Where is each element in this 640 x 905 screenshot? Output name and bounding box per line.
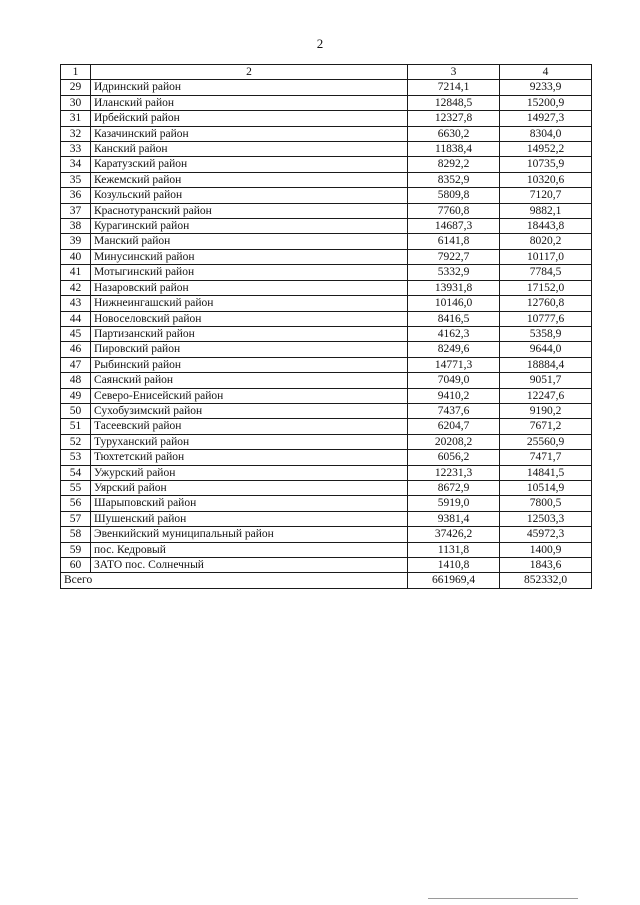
value-column-4: 8020,2 [500,234,592,249]
district-name: Северо-Енисейский район [91,388,408,403]
value-column-3: 6056,2 [408,450,500,465]
table-row [61,373,592,388]
value-column-3: 14687,3 [408,219,500,234]
table-row [61,80,592,95]
district-name: Партизанский район [91,326,408,341]
table-row [61,219,592,234]
row-number: 29 [61,80,91,95]
table-row [61,403,592,418]
row-number: 48 [61,373,91,388]
row-number: 36 [61,188,91,203]
value-column-3: 12231,3 [408,465,500,480]
district-name: Казачинский район [91,126,408,141]
value-column-4: 14841,5 [500,465,592,480]
row-number: 31 [61,111,91,126]
table-body [61,65,592,589]
row-number: 54 [61,465,91,480]
value-column-3: 5332,9 [408,265,500,280]
value-column-3: 7049,0 [408,373,500,388]
total-label: Всего [61,573,408,588]
row-number: 53 [61,450,91,465]
district-name: Назаровский район [91,280,408,295]
district-name: Шушенский район [91,511,408,526]
district-name: Сухобузимский район [91,403,408,418]
value-column-3: 8672,9 [408,480,500,495]
row-number: 57 [61,511,91,526]
value-column-4: 12760,8 [500,296,592,311]
table-row [61,311,592,326]
value-column-4: 9051,7 [500,373,592,388]
value-column-4: 25560,9 [500,434,592,449]
column-header-2: 2 [91,65,408,80]
table-row [61,296,592,311]
table-row [61,558,592,573]
row-number: 60 [61,558,91,573]
value-column-4: 9233,9 [500,80,592,95]
district-name: Нижнеингашский район [91,296,408,311]
value-column-3: 4162,3 [408,326,500,341]
value-column-3: 8352,9 [408,172,500,187]
table-row [61,95,592,110]
districts-table [60,64,592,589]
table-row [61,111,592,126]
district-name: Канский район [91,142,408,157]
value-column-4: 7784,5 [500,265,592,280]
row-number: 55 [61,480,91,495]
row-number: 59 [61,542,91,557]
value-column-4: 45972,3 [500,527,592,542]
value-column-3: 7922,7 [408,249,500,264]
value-column-3: 8249,6 [408,342,500,357]
table-row [61,326,592,341]
value-column-3: 14771,3 [408,357,500,372]
row-number: 45 [61,326,91,341]
table-row [61,172,592,187]
district-name: Козульский район [91,188,408,203]
row-number: 51 [61,419,91,434]
table-row [61,142,592,157]
table-row [61,203,592,218]
value-column-3: 12327,8 [408,111,500,126]
row-number: 49 [61,388,91,403]
table-header-row [61,65,592,80]
table-row [61,157,592,172]
district-name: Минусинский район [91,249,408,264]
value-column-4: 10320,6 [500,172,592,187]
value-column-4: 9190,2 [500,403,592,418]
value-column-4: 8304,0 [500,126,592,141]
table-row [61,249,592,264]
value-column-3: 37426,2 [408,527,500,542]
value-column-3: 7437,6 [408,403,500,418]
value-column-4: 10735,9 [500,157,592,172]
total-v4: 852332,0 [500,573,592,588]
value-column-4: 10117,0 [500,249,592,264]
value-column-3: 6630,2 [408,126,500,141]
row-number: 32 [61,126,91,141]
value-column-4: 1400,9 [500,542,592,557]
column-header-3: 3 [408,65,500,80]
value-column-3: 10146,0 [408,296,500,311]
value-column-3: 1410,8 [408,558,500,573]
row-number: 50 [61,403,91,418]
value-column-3: 9410,2 [408,388,500,403]
district-name: Рыбинский район [91,357,408,372]
district-name: Иланский район [91,95,408,110]
value-column-4: 14952,2 [500,142,592,157]
table-row [61,357,592,372]
row-number: 34 [61,157,91,172]
table-row [61,542,592,557]
value-column-3: 1131,8 [408,542,500,557]
row-number: 40 [61,249,91,264]
value-column-3: 5809,8 [408,188,500,203]
value-column-4: 9882,1 [500,203,592,218]
value-column-4: 15200,9 [500,95,592,110]
district-name: Кежемский район [91,172,408,187]
row-number: 37 [61,203,91,218]
district-name: Каратузский район [91,157,408,172]
value-column-3: 7214,1 [408,80,500,95]
value-column-3: 7760,8 [408,203,500,218]
row-number: 35 [61,172,91,187]
row-number: 33 [61,142,91,157]
total-v3: 661969,4 [408,573,500,588]
table-row [61,188,592,203]
row-number: 47 [61,357,91,372]
table-row [61,480,592,495]
value-column-4: 9644,0 [500,342,592,357]
scan-mark-bottom-right [428,898,578,899]
row-number: 52 [61,434,91,449]
district-name: Тюхтетский район [91,450,408,465]
column-header-4: 4 [500,65,592,80]
table-row [61,465,592,480]
row-number: 44 [61,311,91,326]
district-name: Манский район [91,234,408,249]
table-row [61,342,592,357]
district-name: ЗАТО пос. Солнечный [91,558,408,573]
district-name: Новоселовский район [91,311,408,326]
row-number: 46 [61,342,91,357]
row-number: 39 [61,234,91,249]
value-column-3: 11838,4 [408,142,500,157]
value-column-4: 10777,6 [500,311,592,326]
row-number: 30 [61,95,91,110]
page-number: 2 [316,36,324,51]
value-column-4: 18884,4 [500,357,592,372]
row-number: 42 [61,280,91,295]
district-name: Туруханский район [91,434,408,449]
table-row [61,511,592,526]
table-row [61,527,592,542]
district-name: Ужурский район [91,465,408,480]
district-name: Уярский район [91,480,408,495]
value-column-4: 12247,6 [500,388,592,403]
district-name: Идринский район [91,80,408,95]
value-column-3: 9381,4 [408,511,500,526]
district-name: Ирбейский район [91,111,408,126]
district-name: Саянский район [91,373,408,388]
total-row [61,573,592,588]
district-name: Краснотуранский район [91,203,408,218]
table-row [61,496,592,511]
table-row [61,280,592,295]
table-row [61,434,592,449]
value-column-3: 12848,5 [408,95,500,110]
district-name: Тасеевский район [91,419,408,434]
value-column-4: 7800,5 [500,496,592,511]
district-name: Курагинский район [91,219,408,234]
value-column-4: 12503,3 [500,511,592,526]
value-column-4: 1843,6 [500,558,592,573]
value-column-4: 10514,9 [500,480,592,495]
row-number: 58 [61,527,91,542]
value-column-3: 8416,5 [408,311,500,326]
table-row [61,450,592,465]
row-number: 56 [61,496,91,511]
value-column-4: 7671,2 [500,419,592,434]
district-name: Мотыгинский район [91,265,408,280]
value-column-4: 7120,7 [500,188,592,203]
value-column-3: 6141,8 [408,234,500,249]
row-number: 43 [61,296,91,311]
value-column-4: 7471,7 [500,450,592,465]
value-column-3: 13931,8 [408,280,500,295]
value-column-3: 5919,0 [408,496,500,511]
table-row [61,126,592,141]
district-name: Шарыповский район [91,496,408,511]
value-column-3: 6204,7 [408,419,500,434]
table-row [61,265,592,280]
value-column-3: 8292,2 [408,157,500,172]
column-header-1: 1 [61,65,91,80]
table-row [61,388,592,403]
value-column-4: 14927,3 [500,111,592,126]
district-name: Эвенкийский муниципальный район [91,527,408,542]
value-column-3: 20208,2 [408,434,500,449]
district-name: Пировский район [91,342,408,357]
value-column-4: 5358,9 [500,326,592,341]
row-number: 41 [61,265,91,280]
value-column-4: 17152,0 [500,280,592,295]
district-name: пос. Кедровый [91,542,408,557]
table-row [61,234,592,249]
value-column-4: 18443,8 [500,219,592,234]
table-row [61,419,592,434]
row-number: 38 [61,219,91,234]
